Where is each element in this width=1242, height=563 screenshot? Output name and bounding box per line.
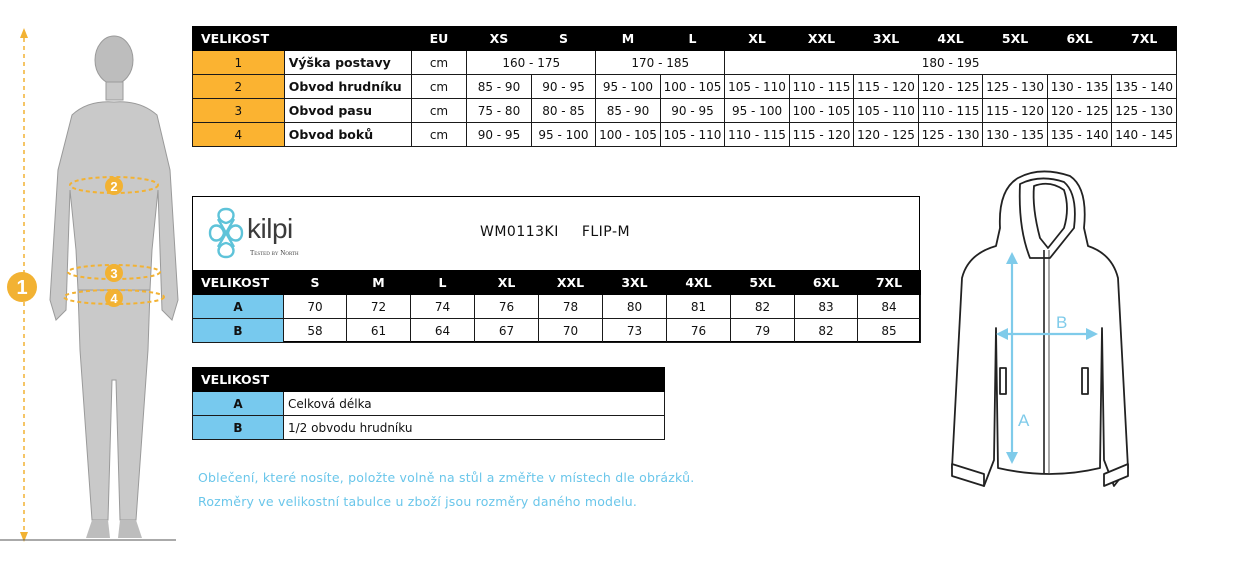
cell: 84 bbox=[858, 295, 921, 319]
cell: 105 - 110 bbox=[854, 99, 919, 123]
header-velikost: VELIKOST bbox=[193, 368, 665, 392]
row-label: A bbox=[193, 295, 284, 319]
cell: 82 bbox=[731, 295, 795, 319]
cell: 105 - 110 bbox=[725, 75, 790, 99]
cell: 115 - 120 bbox=[789, 123, 854, 147]
jacket-label-b: B bbox=[1056, 313, 1068, 332]
header-m: M bbox=[596, 27, 661, 51]
header-s: S bbox=[531, 27, 596, 51]
cell: 85 - 90 bbox=[596, 99, 661, 123]
note-line-2: Rozměry ve velikostní tabulce u zboží jsou rozměry daného modelu. bbox=[198, 494, 638, 509]
cell: 76 bbox=[667, 319, 731, 343]
cell: 85 - 90 bbox=[467, 75, 532, 99]
cell: 95 - 100 bbox=[725, 99, 790, 123]
cell: 95 - 100 bbox=[531, 123, 596, 147]
table-row bbox=[193, 295, 921, 319]
row-number: 4 bbox=[193, 123, 285, 147]
cell: 135 - 140 bbox=[1112, 75, 1177, 99]
row-unit: cm bbox=[411, 99, 466, 123]
cell: 110 - 115 bbox=[918, 99, 983, 123]
header-size: S bbox=[284, 271, 347, 295]
cell: 105 - 110 bbox=[660, 123, 725, 147]
product-code: WM0113KI bbox=[480, 224, 559, 240]
svg-text:3: 3 bbox=[110, 266, 118, 281]
table-row bbox=[193, 392, 665, 416]
row-unit: cm bbox=[411, 123, 466, 147]
height-range: 180 - 195 bbox=[725, 51, 1177, 75]
marker-3 bbox=[105, 264, 123, 282]
product-chart-header bbox=[193, 271, 921, 295]
row-unit: cm bbox=[411, 51, 466, 75]
cell: 110 - 115 bbox=[789, 75, 854, 99]
cell: 58 bbox=[284, 319, 347, 343]
cell: 115 - 120 bbox=[983, 99, 1048, 123]
table-row bbox=[193, 416, 665, 440]
header-size: L bbox=[411, 271, 475, 295]
cell: 85 bbox=[858, 319, 921, 343]
cell: 75 - 80 bbox=[467, 99, 532, 123]
header-size: 3XL bbox=[603, 271, 667, 295]
cell: 130 - 135 bbox=[1047, 75, 1112, 99]
cell: 82 bbox=[795, 319, 858, 343]
cell: 70 bbox=[539, 319, 603, 343]
table-row bbox=[193, 51, 1177, 75]
height-range: 160 - 175 bbox=[467, 51, 596, 75]
svg-text:1: 1 bbox=[16, 277, 28, 299]
note-line-1: Oblečení, které nosíte, položte volně na stůl a změřte v místech dle obrázků. bbox=[198, 470, 695, 485]
header-size: XXL bbox=[539, 271, 603, 295]
cell: 67 bbox=[475, 319, 539, 343]
header-size: XL bbox=[475, 271, 539, 295]
table-row bbox=[193, 319, 921, 343]
brand-tagline: Tested by North bbox=[250, 249, 299, 257]
header-velikost: VELIKOST bbox=[193, 27, 412, 51]
cell: 61 bbox=[347, 319, 411, 343]
header-3xl: 3XL bbox=[854, 27, 919, 51]
height-range: 170 - 185 bbox=[596, 51, 725, 75]
jacket-label-a: A bbox=[1018, 411, 1030, 430]
row-label: A bbox=[193, 392, 284, 416]
cell: 81 bbox=[667, 295, 731, 319]
table-row bbox=[193, 99, 1177, 123]
cell: 125 - 130 bbox=[918, 123, 983, 147]
cell: 74 bbox=[411, 295, 475, 319]
header-7xl: 7XL bbox=[1112, 27, 1177, 51]
cell: 125 - 130 bbox=[1112, 99, 1177, 123]
cell: 73 bbox=[603, 319, 667, 343]
header-6xl: 6XL bbox=[1047, 27, 1112, 51]
marker-4 bbox=[105, 289, 123, 307]
cell: 79 bbox=[731, 319, 795, 343]
header-size: 7XL bbox=[858, 271, 921, 295]
row-number: 2 bbox=[193, 75, 285, 99]
header-size: 5XL bbox=[731, 271, 795, 295]
row-label: B bbox=[193, 416, 284, 440]
cell: 90 - 95 bbox=[660, 99, 725, 123]
svg-text:4: 4 bbox=[110, 291, 118, 306]
header-l: L bbox=[660, 27, 725, 51]
product-chart-table bbox=[192, 270, 921, 343]
cell: 130 - 135 bbox=[983, 123, 1048, 147]
row-number: 1 bbox=[193, 51, 285, 75]
row-label: Výška postavy bbox=[284, 51, 411, 75]
cell: 70 bbox=[284, 295, 347, 319]
cell: 125 - 130 bbox=[983, 75, 1048, 99]
cell: 140 - 145 bbox=[1112, 123, 1177, 147]
human-figure bbox=[0, 20, 190, 550]
table-row bbox=[193, 123, 1177, 147]
cell: 90 - 95 bbox=[531, 75, 596, 99]
model-code bbox=[480, 224, 648, 240]
knot-icon bbox=[206, 205, 246, 261]
header-size: 6XL bbox=[795, 271, 858, 295]
jacket-illustration bbox=[940, 168, 1140, 493]
size-chart-table bbox=[192, 26, 1177, 147]
row-label: Obvod boků bbox=[284, 123, 411, 147]
header-velikost: VELIKOST bbox=[193, 271, 284, 295]
row-label: B bbox=[193, 319, 284, 343]
row-description: Celková délka bbox=[284, 392, 665, 416]
header-4xl: 4XL bbox=[918, 27, 983, 51]
header-size: M bbox=[347, 271, 411, 295]
header-size: 4XL bbox=[667, 271, 731, 295]
legend-table bbox=[192, 367, 665, 440]
cell: 95 - 100 bbox=[596, 75, 661, 99]
header-xs: XS bbox=[467, 27, 532, 51]
cell: 76 bbox=[475, 295, 539, 319]
cell: 110 - 115 bbox=[725, 123, 790, 147]
legend-header bbox=[193, 368, 665, 392]
header-eu: EU bbox=[411, 27, 466, 51]
cell: 135 - 140 bbox=[1047, 123, 1112, 147]
cell: 90 - 95 bbox=[467, 123, 532, 147]
table-row bbox=[193, 75, 1177, 99]
cell: 120 - 125 bbox=[854, 123, 919, 147]
cell: 78 bbox=[539, 295, 603, 319]
cell: 80 - 85 bbox=[531, 99, 596, 123]
row-label: Obvod hrudníku bbox=[284, 75, 411, 99]
header-xxl: XXL bbox=[789, 27, 854, 51]
cell: 64 bbox=[411, 319, 475, 343]
cell: 100 - 105 bbox=[789, 99, 854, 123]
cell: 83 bbox=[795, 295, 858, 319]
cell: 115 - 120 bbox=[854, 75, 919, 99]
row-number: 3 bbox=[193, 99, 285, 123]
marker-2 bbox=[105, 177, 123, 195]
cell: 120 - 125 bbox=[1047, 99, 1112, 123]
row-label: Obvod pasu bbox=[284, 99, 411, 123]
header-xl: XL bbox=[725, 27, 790, 51]
brand-logo bbox=[206, 205, 316, 263]
header-5xl: 5XL bbox=[983, 27, 1048, 51]
product-model: FLIP-M bbox=[581, 224, 631, 240]
brand-name: kilpi bbox=[247, 213, 293, 244]
cell: 80 bbox=[603, 295, 667, 319]
row-unit: cm bbox=[411, 75, 466, 99]
cell: 72 bbox=[347, 295, 411, 319]
svg-text:2: 2 bbox=[110, 179, 118, 194]
row-description: 1/2 obvodu hrudníku bbox=[284, 416, 665, 440]
marker-1 bbox=[7, 272, 37, 302]
cell: 100 - 105 bbox=[596, 123, 661, 147]
cell: 120 - 125 bbox=[918, 75, 983, 99]
size-chart-header bbox=[193, 27, 1177, 51]
cell: 100 - 105 bbox=[660, 75, 725, 99]
